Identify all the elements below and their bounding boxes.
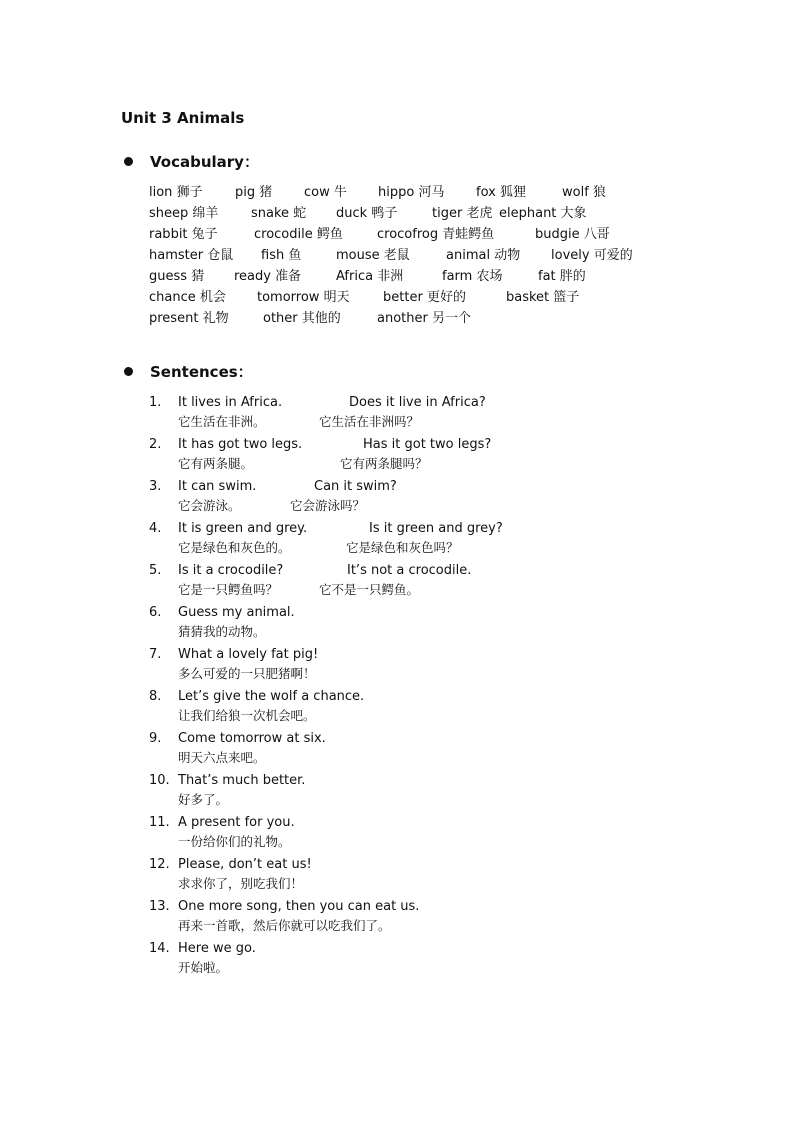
vocabulary-list	[149, 182, 709, 329]
vocab-word: sheep	[149, 206, 189, 221]
sentence-english: Let’s give the wolf a chance.	[178, 689, 365, 704]
sentence-chinese-question: 它会游泳吗？	[290, 498, 366, 513]
vocab-translation: 机会	[199, 290, 226, 305]
sentence-item	[149, 813, 709, 855]
vocab-word: guess	[149, 269, 188, 284]
vocab-word: present	[149, 311, 199, 326]
sentence-item	[149, 519, 709, 561]
vocab-translation: 青蛙鳄鱼	[442, 227, 495, 242]
vocabulary-heading-text: Vocabulary：	[150, 153, 259, 171]
vocab-item	[149, 203, 218, 224]
vocab-translation: 鳄鱼	[316, 227, 343, 242]
vocab-translation: 可爱的	[593, 248, 633, 263]
vocab-item	[442, 266, 502, 287]
sentence-number: 4.	[149, 521, 162, 536]
sentence-item	[149, 855, 709, 897]
vocab-item	[235, 182, 272, 203]
vocab-translation: 鸭子	[371, 206, 398, 221]
vocab-translation: 更好的	[426, 290, 466, 305]
sentence-english: Here we go.	[178, 941, 256, 956]
vocab-item	[336, 203, 397, 224]
vocab-translation: 鱼	[288, 248, 302, 263]
vocabulary-heading	[124, 151, 259, 172]
vocab-word: elephant	[499, 206, 557, 221]
vocab-translation: 农场	[476, 269, 503, 284]
vocab-translation: 狐狸	[499, 185, 526, 200]
sentence-chinese: 再来一首歌，然后你就可以吃我们了。	[178, 918, 391, 933]
vocab-word: better	[383, 290, 423, 305]
vocab-row	[149, 245, 709, 266]
vocab-item	[535, 224, 610, 245]
sentence-number: 12.	[149, 857, 170, 872]
sentence-chinese: 好多了。	[178, 792, 229, 807]
vocab-word: hippo	[378, 185, 415, 200]
vocab-translation: 狮子	[176, 185, 203, 200]
vocab-translation: 河马	[418, 185, 445, 200]
sentence-english: A present for you.	[178, 815, 295, 830]
vocab-item	[254, 224, 343, 245]
vocab-translation: 八哥	[583, 227, 610, 242]
vocab-row	[149, 287, 709, 308]
sentence-english: It has got two legs.	[178, 437, 303, 452]
sentence-english: Come tomorrow at six.	[178, 731, 326, 746]
sentence-number: 7.	[149, 647, 162, 662]
vocab-word: tiger	[432, 206, 463, 221]
sentence-number: 1.	[149, 395, 162, 410]
vocab-word: rabbit	[149, 227, 188, 242]
sentence-item	[149, 645, 709, 687]
sentence-chinese-question: 它生活在非洲吗？	[319, 414, 420, 429]
vocab-item	[149, 287, 226, 308]
vocab-word: crocodile	[254, 227, 313, 242]
sentence-number: 11.	[149, 815, 170, 830]
sentence-english-question: Has it got two legs?	[363, 437, 492, 452]
vocab-item	[377, 224, 494, 245]
sentence-chinese: 求求你了，别吃我们！	[178, 876, 304, 891]
sentence-chinese: 让我们给狼一次机会吧。	[178, 708, 316, 723]
sentence-chinese: 一份给你们的礼物。	[178, 834, 291, 849]
sentence-list	[149, 393, 709, 981]
vocab-word: wolf	[562, 185, 589, 200]
sentence-english: It is green and grey.	[178, 521, 308, 536]
vocab-word: fish	[261, 248, 285, 263]
sentence-chinese-question: 它不是一只鳄鱼。	[319, 582, 420, 597]
sentence-english: Please, don’t eat us!	[178, 857, 312, 872]
vocab-word: budgie	[535, 227, 580, 242]
bullet-icon	[124, 367, 133, 376]
vocab-word: basket	[506, 290, 550, 305]
vocab-translation: 篮子	[553, 290, 580, 305]
vocab-word: animal	[446, 248, 491, 263]
vocab-row	[149, 266, 709, 287]
sentence-chinese: 它是一只鳄鱼吗？	[178, 582, 279, 597]
vocab-translation: 绵羊	[192, 206, 219, 221]
vocab-item	[377, 308, 471, 329]
vocab-item	[499, 203, 587, 224]
vocab-translation: 兔子	[191, 227, 218, 242]
vocab-translation: 胖的	[559, 269, 586, 284]
vocab-item	[149, 182, 203, 203]
sentence-item	[149, 939, 709, 981]
vocab-item	[251, 203, 306, 224]
sentence-chinese: 它是绿色和灰色的。	[178, 540, 291, 555]
sentence-english: Guess my animal.	[178, 605, 295, 620]
sentence-chinese-question: 它是绿色和灰色吗？	[346, 540, 459, 555]
vocab-translation: 牛	[333, 185, 347, 200]
sentence-english-question: Can it swim?	[314, 479, 397, 494]
vocab-word: other	[263, 311, 298, 326]
vocab-translation: 蛇	[293, 206, 307, 221]
vocab-item	[149, 308, 229, 329]
vocab-item	[263, 308, 341, 329]
vocab-item	[506, 287, 579, 308]
vocab-row	[149, 203, 709, 224]
vocab-item	[538, 266, 586, 287]
sentence-number: 13.	[149, 899, 170, 914]
vocab-word: mouse	[336, 248, 380, 263]
vocab-item	[336, 245, 410, 266]
vocab-translation: 猪	[259, 185, 273, 200]
vocab-item	[551, 245, 633, 266]
vocab-item	[149, 224, 218, 245]
sentence-number: 9.	[149, 731, 162, 746]
vocab-item	[336, 266, 403, 287]
vocab-translation: 狼	[592, 185, 606, 200]
sentences-heading	[124, 361, 253, 382]
sentence-english: One more song, then you can eat us.	[178, 899, 420, 914]
vocab-item	[378, 182, 444, 203]
vocab-word: pig	[235, 185, 256, 200]
sentence-english: What a lovely fat pig!	[178, 647, 319, 662]
vocab-translation: 大象	[560, 206, 587, 221]
vocab-item	[257, 287, 350, 308]
sentence-english-question: Is it green and grey?	[369, 521, 503, 536]
sentence-item	[149, 435, 709, 477]
vocab-row	[149, 308, 709, 329]
vocab-item	[149, 245, 233, 266]
vocab-translation: 猜	[191, 269, 205, 284]
sentences-heading-text: Sentences：	[150, 363, 253, 381]
sentence-english: Is it a crocodile?	[178, 563, 284, 578]
vocab-word: lovely	[551, 248, 590, 263]
vocab-translation: 仓鼠	[207, 248, 234, 263]
sentence-item	[149, 687, 709, 729]
sentence-number: 8.	[149, 689, 162, 704]
sentence-chinese: 它有两条腿。	[178, 456, 254, 471]
vocab-word: snake	[251, 206, 290, 221]
vocab-word: Africa	[336, 269, 374, 284]
vocab-translation: 准备	[275, 269, 302, 284]
vocab-word: chance	[149, 290, 196, 305]
sentence-item	[149, 603, 709, 645]
vocab-translation: 非洲	[377, 269, 404, 284]
vocab-word: another	[377, 311, 428, 326]
vocab-item	[432, 203, 492, 224]
sentence-english-question: It’s not a crocodile.	[347, 563, 472, 578]
sentence-chinese: 它生活在非洲。	[178, 414, 266, 429]
vocab-word: hamster	[149, 248, 204, 263]
sentence-item	[149, 897, 709, 939]
sentence-item	[149, 771, 709, 813]
sentence-english-question: Does it live in Africa?	[349, 395, 486, 410]
vocab-word: cow	[304, 185, 330, 200]
sentence-english: That’s much better.	[178, 773, 306, 788]
vocab-translation: 礼物	[202, 311, 229, 326]
vocab-item	[149, 266, 204, 287]
vocab-translation: 动物	[494, 248, 521, 263]
vocab-item	[446, 245, 520, 266]
vocab-translation: 其他的	[301, 311, 341, 326]
vocab-item	[476, 182, 526, 203]
sentence-number: 10.	[149, 773, 170, 788]
vocab-word: tomorrow	[257, 290, 320, 305]
sentence-number: 2.	[149, 437, 162, 452]
sentence-item	[149, 729, 709, 771]
sentence-chinese: 明天六点来吧。	[178, 750, 266, 765]
vocab-translation: 另一个	[431, 311, 471, 326]
sentence-number: 5.	[149, 563, 162, 578]
page-title: Unit 3 Animals	[121, 109, 245, 127]
vocab-item	[562, 182, 606, 203]
vocab-word: fox	[476, 185, 496, 200]
vocab-word: duck	[336, 206, 368, 221]
sentence-number: 3.	[149, 479, 162, 494]
vocab-translation: 老虎	[466, 206, 493, 221]
sentence-item	[149, 561, 709, 603]
sentence-chinese: 它会游泳。	[178, 498, 241, 513]
sentence-number: 14.	[149, 941, 170, 956]
sentence-chinese: 开始啦。	[178, 960, 229, 975]
vocab-word: farm	[442, 269, 473, 284]
vocab-item	[304, 182, 347, 203]
sentence-item	[149, 477, 709, 519]
sentence-chinese-question: 它有两条腿吗？	[340, 456, 428, 471]
sentence-chinese: 多么可爱的一只肥猪啊！	[178, 666, 316, 681]
vocab-translation: 老鼠	[383, 248, 410, 263]
vocab-item	[261, 245, 301, 266]
sentence-item	[149, 393, 709, 435]
bullet-icon	[124, 157, 133, 166]
vocab-row	[149, 224, 709, 245]
sentence-number: 6.	[149, 605, 162, 620]
vocab-word: lion	[149, 185, 173, 200]
sentence-english: It lives in Africa.	[178, 395, 283, 410]
vocab-translation: 明天	[323, 290, 350, 305]
vocab-row	[149, 182, 709, 203]
vocab-item	[234, 266, 301, 287]
vocab-word: ready	[234, 269, 271, 284]
vocab-item	[383, 287, 466, 308]
sentence-chinese: 猜猜我的动物。	[178, 624, 266, 639]
sentence-english: It can swim.	[178, 479, 257, 494]
vocab-word: fat	[538, 269, 556, 284]
vocab-word: crocofrog	[377, 227, 439, 242]
